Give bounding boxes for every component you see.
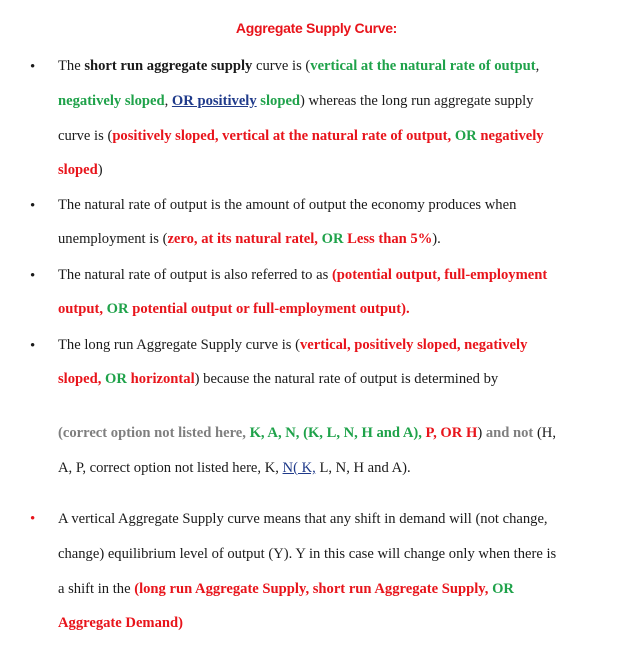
bullet-4: • bbox=[30, 338, 36, 354]
option-green: OR bbox=[451, 128, 481, 144]
q2-line-2 bbox=[58, 230, 441, 248]
text: , bbox=[535, 58, 540, 74]
page-title: Aggregate Supply Curve: bbox=[235, 20, 398, 36]
text: (H, bbox=[533, 425, 556, 441]
bullet-3: • bbox=[30, 268, 36, 284]
option-red: negatively bbox=[480, 128, 544, 144]
option-red: output, bbox=[58, 301, 104, 317]
text: ) because the natural rate of output is determined by bbox=[194, 371, 499, 387]
option-green: sloped bbox=[256, 93, 301, 109]
option-red: sloped, bbox=[58, 371, 102, 387]
option-red: Aggregate Demand) bbox=[58, 615, 183, 631]
q1-line-1 bbox=[58, 57, 539, 75]
q2-line-1: The natural rate of output is the amount of output the economy produces when bbox=[58, 197, 517, 213]
q5-line-4 bbox=[58, 614, 183, 632]
q3-line-2 bbox=[58, 300, 410, 318]
text: ) bbox=[97, 162, 103, 178]
option-red: (potential output, full-employment bbox=[331, 267, 548, 283]
text: ) bbox=[477, 425, 486, 441]
option-red: positively sloped, vertical at the natural rate of output, bbox=[112, 128, 452, 144]
option-gray: and not bbox=[485, 425, 534, 441]
option-green: vertical at the natural rate of output bbox=[310, 58, 536, 74]
text-bold: short run aggregate supply bbox=[84, 58, 253, 74]
text: a shift in the bbox=[58, 581, 135, 597]
option-green: OR bbox=[103, 301, 133, 317]
q3-line-1 bbox=[58, 266, 547, 284]
q5-line-1: A vertical Aggregate Supply curve means that any shift in demand will (not change, bbox=[58, 511, 548, 527]
bullet-1: • bbox=[30, 59, 36, 75]
text: The bbox=[58, 58, 85, 74]
option-red: (long run Aggregate Supply, short run Aggregate Supply, bbox=[134, 581, 489, 597]
option-gray: (correct option not listed here, bbox=[58, 425, 246, 441]
q4-line-1 bbox=[58, 336, 527, 354]
option-red: Less than 5% bbox=[347, 231, 433, 247]
q1-line-2 bbox=[58, 92, 533, 110]
bullet-2: • bbox=[30, 198, 36, 214]
option-red: zero, at its natural ratel, bbox=[167, 231, 318, 247]
option-green: K, A, N, (K, L, N, H and A), bbox=[245, 425, 422, 441]
option-red: vertical, positively sloped, negatively bbox=[299, 337, 528, 353]
option-red: P, OR H bbox=[421, 425, 478, 441]
q1-line-3 bbox=[58, 127, 544, 145]
option-green: OR bbox=[101, 371, 131, 387]
option-red: horizontal bbox=[130, 371, 195, 387]
text: curve is ( bbox=[252, 58, 311, 74]
text: ). bbox=[432, 231, 441, 247]
text: , bbox=[164, 93, 172, 109]
q5-line-3 bbox=[58, 580, 514, 598]
option-green: OR bbox=[488, 581, 514, 597]
option-underlined: N( K, bbox=[282, 460, 316, 476]
text: curve is ( bbox=[58, 128, 113, 144]
option-red: potential output or full-employment output). bbox=[132, 301, 410, 317]
text: A, P, correct option not listed here, K, bbox=[58, 460, 283, 476]
option-underlined: OR positively bbox=[171, 93, 257, 109]
text: unemployment is ( bbox=[58, 231, 168, 247]
option-red: sloped bbox=[58, 162, 98, 178]
q4-line-4 bbox=[58, 459, 411, 477]
text: ) whereas the long run aggregate supply bbox=[300, 93, 534, 109]
text: The long run Aggregate Supply curve is ( bbox=[58, 337, 300, 353]
q1-line-4 bbox=[58, 161, 103, 179]
q4-line-2 bbox=[58, 370, 498, 388]
bullet-5: • bbox=[30, 511, 36, 527]
option-green: negatively sloped bbox=[58, 93, 165, 109]
text: The natural rate of output is also referred to as bbox=[58, 267, 332, 283]
q4-line-3 bbox=[58, 424, 556, 442]
q5-line-2: change) equilibrium level of output (Y). Y in this case will change only when there is bbox=[58, 546, 557, 562]
text: L, N, H and A). bbox=[315, 460, 411, 476]
option-green: OR bbox=[317, 231, 348, 247]
